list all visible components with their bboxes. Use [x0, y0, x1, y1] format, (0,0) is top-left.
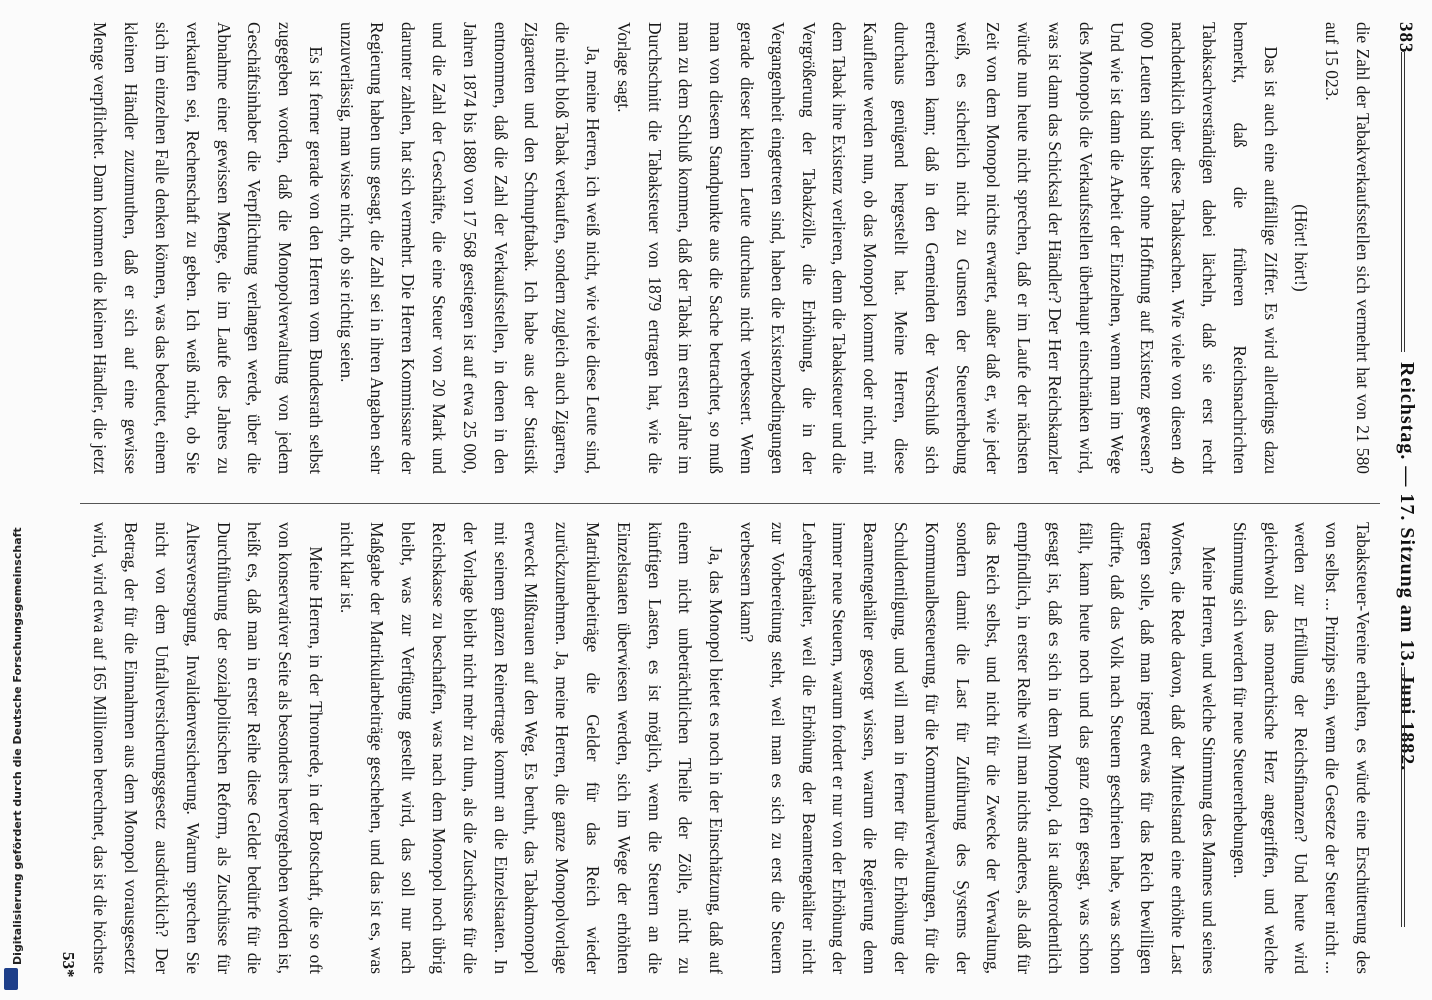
audience-reaction: (Hört! hört!) — [1291, 204, 1312, 292]
dfg-logo-icon — [4, 968, 18, 990]
text-column-left — [78, 22, 1378, 474]
text-paragraph: Ja, das Monopol bietet es noch in der Einschätzung, daß auf einem nicht unbeträchtlichen Theile der Zölle, nicht zu künftigen Lasten, es ist möglich, wenn die Steuern an die Einzelstaaten überwiesen werden, sich im Wege der erhöhten Matrikularbeiträge die Gelder für das Reich wieder zurückzunehmen. Ja, meine Herren, die ganze Monopolvorlage erweckt Mißtrauen auf den Weg. Es beruht, das Tabakmonopol mit seinem ganzen Reinertrage kommt an die Einzelstaaten. In der Vorlage bleibt nicht mehr zu thun, als die Zuschüsse für die Reichskasse zu beschaffen, was nach dem Monopol noch übrig bleibt, was zur Verfügung gestellt wird, das soll nur nach Maßgabe der Matrikularbeiträge geschehen, und das ist es, was nicht klar ist. — [336, 522, 727, 974]
text-paragraph: Es ist ferner gerade von den Herren vom Bundesrath selbst zugegeben worden, daß die Monopolverwaltung von jedem Geschäftsinhaber die Verpflichtung verlangen werde, über die Abnahme einer gewissen Menge, die im Laufe des Jahres zu verkaufen sei, Rechenschaft zu geben. Ich weiß nicht, ob Sie sich im einzelnen Falle denken können, was das bedeutet, einem kleinen Händler zuzumuthen, daß er sich auf eine gewisse Menge verpflichtet. Dann kommen die kleinen Händler, die jetzt — [90, 22, 326, 474]
digitisation-credit-strip — [0, 0, 22, 1000]
newspaper-page-rotated — [20, 22, 1420, 997]
header-rule-left — [1401, 52, 1405, 352]
text-paragraph: Das ist auch eine auffällige Ziffer. Es wird allerdings dazu bemerkt, daß die früheren Reichsnachrichten Tabaksachverständigen dabei lächeln, daß sie erst recht nachdenklich über diese Tabaksachen. Wie viele von diesen 40 000 Leuten sind bisher ohne Hoffnung auf Existenz gewesen? Und wie ist dann die Arbeit der Einzelnen, wenn man im Wege des Monopols die Verkaufsstellen überhaupt einschränken wird, was ist dann das Schicksal der Händler? Der Herr Reichskanzler würde nun heute nicht sprechen, daß er im Laufe der nächsten Zeit von dem Monopol nichts erwartet, außer daß er, wie jeder weiß, es sicherlich nicht zu Gunsten der Steuererhebung erreichen kann; daß in den Gemeinden der Verschluß sich durchaus genügend hergestellt hat. Meine Herren, diese Kaufleute werden nun, ob das Monopol kommt oder nicht, mit dem Tabak ihre Existenz verlieren, denn die Tabaksteuer und die Vergrößerung der Tabakzölle, die Erhöhung, die in der Vergangenheit eingetreten sind, haben die Existenzbedingungen gerade dieser kleinen Leute durchaus nicht verbessert. Wenn man von diesem Standpunkte aus die Sache betrachtet, so muß man zu dem Schluß kommen, daß der Tabak im ersten Jahre im Durchschnitt die Tabaksteuer von 1879 ertragen hat, wie die Vorlage sagt. — [613, 22, 1281, 474]
text-paragraph: Ja, meine Herren, ich weiß nicht, wie viele diese Leute sind, die nicht bloß Tabak verkaufen, sondern zugleich auch Zigarren, Zigaretten und den Schnupftabak. Ich habe aus der Statistik entnommen, daß die Zahl der Verkaufsstellen, in denen in den Jahren 1874 bis 1880 von 17 568 gestiegen ist auf etwa 25 000, und die Zahl der Geschäfte, die eine Steuer von 20 Mark und darunter zahlen, hat sich vermehrt. Die Herren Kommissare der Regierung haben uns gesagt, die Zahl sei in ihren Angaben sehr unzuverlässig, man wisse nicht, ob sie richtig seien. — [336, 22, 604, 474]
header-rule-right — [1401, 667, 1405, 927]
page-title: Reichstag. — 17. Sitzung am 13. Juni 1882. — [1396, 362, 1418, 772]
page-number: 383 — [1395, 22, 1416, 54]
text-paragraph: Meine Herren, und welche Stimmung des Mannes und seines Wortes, die Rede davon, daß der Mittelstand eine erhöhte Last tragen solle, daß man irgend etwas für das Reich bewilligen dürfte, daß das Volk nach Steuern geschrieen habe, was schon fällt, kann heute noch und das ganz offen gesagt, was schon gesagt ist, daß es sich in dem Monopol, da ist außerordentlich empfindlich, in erster Reihe will man nichts anderes, als daß für das Reich selbst, und nicht für die Zwecke der Verwaltung, sondern damit die Last für Zuführung des Systems der Kommunalbesteuerung, für die Kommunalverwaltungen, für die Schuldentilgung, und will man in ferner für die Erhöhung der Beamtengehälter gesorgt wissen, warum die Regierung denn immer neue Steuern, warum fordert er nur von der Erhöhung der Lehrergehälter, weil die Erhöhung der Beamtengehälter nicht zur Vorbereitung steht, weil man es sich zu erst die Steuern verbessern kann? — [737, 522, 1220, 974]
printer-signature: 53* — [59, 952, 78, 978]
text-paragraph: Meine Herren, in der Thronrede, in der Botschaft, die so oft von konservativer Seite als besonders hervorgehoben worden ist, heißt es, daß man in erster Reihe diese Gelder bedürfe für die Durchführung der sozialpolitischen Reform, als Zuschüsse für Altersversorgung, Invalidenversicherung. Warum sprechen Sie nicht von dem Unfallversicherungsgesetz ausdrücklich? Der Betrag, der für die Einnahmen aus dem Monopol vorausgesetzt wird, wird etwa auf 165 Millionen berechnet, das ist die höchste — [90, 522, 326, 974]
text-paragraph: Tabaksteuer-Vereine erhalten, es würde eine Erschütterung des von selbst ... Prinzips sein, wenn die Gesetze der Steuer nicht ... werden zur Erfüllung der Reichsfinanzen? Und heute wird gleichwohl das monarchische Herz angegriffen, und welche Stimmung sich werden für neue Steuererhebungen. — [1229, 522, 1373, 974]
text-column-right — [78, 522, 1378, 974]
text-paragraph: die Zahl der Tabakverkaufsstellen sich vermehrt hat von 21 580 auf 15 023. — [1322, 22, 1373, 474]
digitisation-credit-text: Digitalisierung gefördert durch die Deutsche Forschungsgemeinschaft — [11, 527, 24, 965]
column-separator — [80, 503, 1380, 504]
page-header — [1390, 22, 1420, 997]
